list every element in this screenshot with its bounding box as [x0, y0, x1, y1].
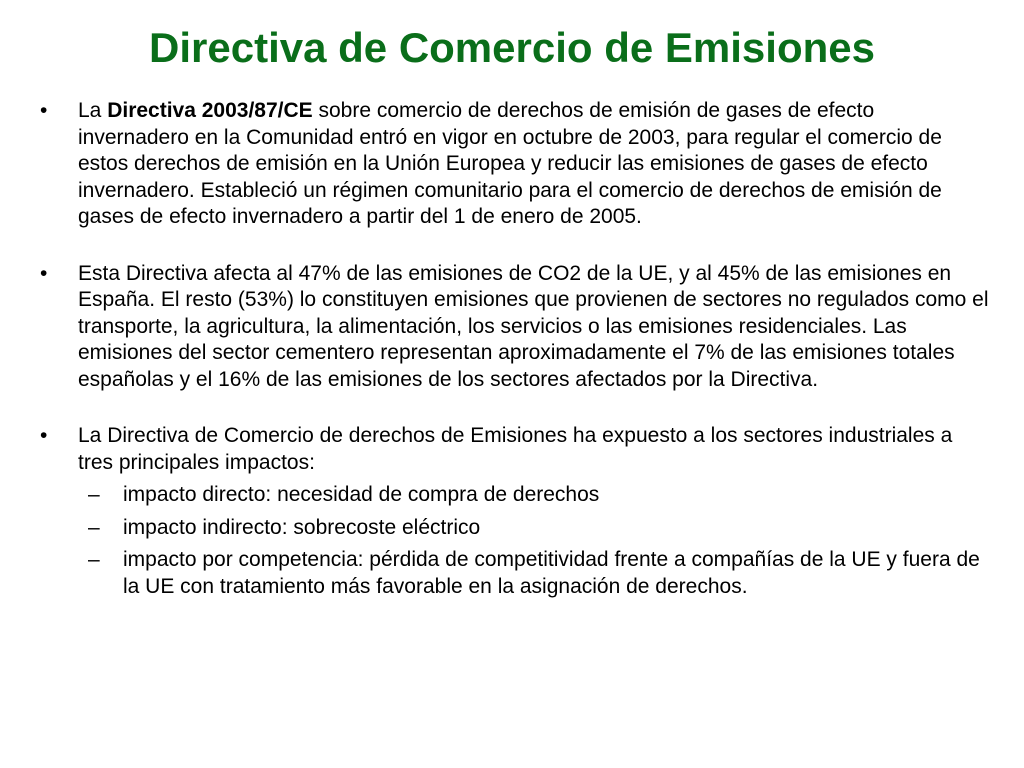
bullet-icon: •: [40, 424, 48, 447]
dash-icon: –: [88, 515, 100, 539]
sub-item-text: impacto directo: necesidad de compra de derechos: [123, 483, 600, 506]
bullet-text-rest: sobre comercio de derechos de emisión de gases de efecto invernadero en la Comunidad entró en vigor en octubre de 2003, para regular el comercio de estos derechos de emisión en la Unión Europea y reducir las emisiones de gases de efecto invernadero. Estableció un régimen comunitario para el comercio de derechos de emisión de gases de efecto invernadero a partir del 1 de enero de 2005.: [78, 99, 942, 228]
sub-item-text: impacto indirecto: sobrecoste eléctrico: [123, 515, 481, 539]
sub-item-competition-impact: [78, 547, 990, 600]
sub-item-text: impacto por competencia: pérdida de competitividad frente a compañías de la UE y fuera de la UE con tratamiento más favorable en la asignación de derechos.: [123, 548, 980, 598]
bullet-text: Esta Directiva afecta al 47% de las emisiones de CO2 de la UE, y al 45% de las emisiones en España. El resto (53%) lo constituyen emisiones que provienen de sectores no regulados como el transporte, la agricultura, la alimentación, los servicios o las emisiones residenciales. Las emisiones del sector cementero representan aproximadamente el 7% de las emisiones totales españolas y el 16% de las emisiones de los sectores afectados por la Directiva.: [78, 261, 989, 391]
sub-item-indirect-impact: [78, 515, 990, 542]
impacts-sub-list: [78, 482, 990, 600]
bullet-item-directive: [40, 98, 990, 231]
dash-icon: –: [88, 483, 100, 506]
bullet-icon: •: [40, 261, 48, 285]
slide-title: Directiva de Comercio de Emisiones: [149, 24, 875, 71]
directive-reference: Directiva 2003/87/CE: [107, 99, 313, 122]
bullet-item-emissions-share: [40, 261, 990, 394]
bullet-icon: •: [40, 99, 48, 122]
bullet-text: La Directiva de Comercio de derechos de Emisiones ha expuesto a los sectores industriales a tres principales impactos:: [78, 424, 953, 474]
bullet-item-impacts: [40, 423, 990, 600]
bullet-text-prefix: La: [78, 99, 108, 122]
slide-content: [40, 98, 990, 600]
dash-icon: –: [88, 548, 100, 571]
sub-item-direct-impact: [78, 482, 990, 509]
